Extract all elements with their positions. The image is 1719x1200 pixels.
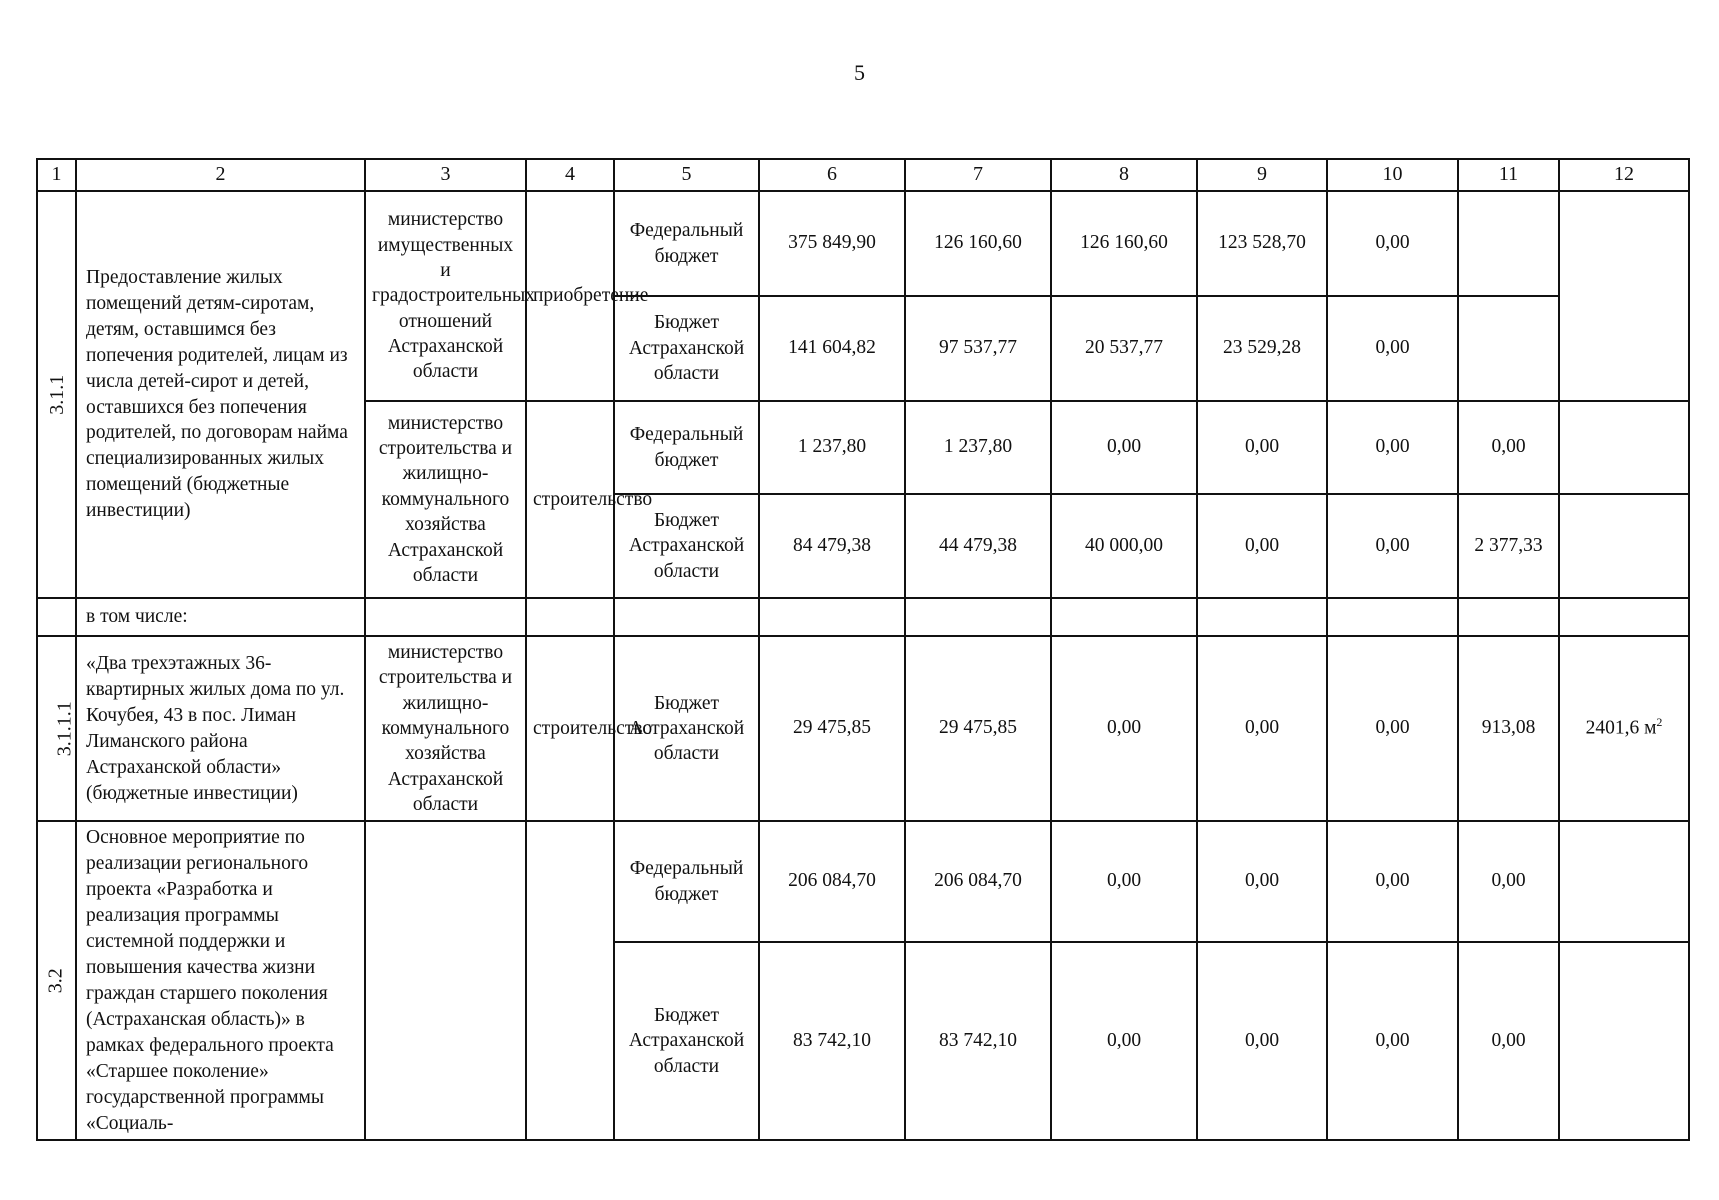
col-header-9: 9 (1197, 159, 1327, 191)
value-col11 (1458, 191, 1559, 296)
value-col9: 0,00 (1197, 401, 1327, 494)
value-col7: 97 537,77 (905, 296, 1051, 401)
source-regional: Бюджет Астраханской области (614, 494, 759, 598)
value-col11: 0,00 (1458, 401, 1559, 494)
executor-311-a: министерство имущественных и градостроительных отношений Астраханской области (365, 191, 526, 401)
value-col9: 0,00 (1197, 821, 1327, 941)
source-regional: Бюджет Астраханской области (614, 636, 759, 821)
value-col9: 0,00 (1197, 942, 1327, 1141)
value-col11: 0,00 (1458, 942, 1559, 1141)
value-col10: 0,00 (1327, 494, 1458, 598)
source-federal: Федеральный бюджет (614, 821, 759, 941)
value-col7: 206 084,70 (905, 821, 1051, 941)
source-federal: Федеральный бюджет (614, 191, 759, 296)
value-col9: 123 528,70 (1197, 191, 1327, 296)
kind-3111: строительство (526, 636, 614, 821)
value-col7: 1 237,80 (905, 401, 1051, 494)
value-col10: 0,00 (1327, 942, 1458, 1141)
value-col8: 0,00 (1051, 821, 1197, 941)
kind-311-a: приобретение (526, 191, 614, 401)
value-col6: 206 084,70 (759, 821, 905, 941)
source-regional: Бюджет Астраханской области (614, 296, 759, 401)
kind-311-b: строительство (526, 401, 614, 598)
value-col7: 44 479,38 (905, 494, 1051, 598)
value-col11: 2 377,33 (1458, 494, 1559, 598)
value-col12 (1559, 494, 1689, 598)
value-col9: 0,00 (1197, 636, 1327, 821)
executor-3111: министерство строительства и жилищно-коммунального хозяйства Астраханской области (365, 636, 526, 821)
col-header-11: 11 (1458, 159, 1559, 191)
value-col12 (1559, 191, 1689, 401)
row-number-3111: 3.1.1.1 (37, 636, 76, 821)
col-header-3: 3 (365, 159, 526, 191)
col-header-4: 4 (526, 159, 614, 191)
col-header-1: 1 (37, 159, 76, 191)
col-header-8: 8 (1051, 159, 1197, 191)
table-row-3111 (37, 636, 1689, 821)
col-header-2: 2 (76, 159, 365, 191)
row-number-311: 3.1.1 (37, 191, 76, 598)
value-col6: 83 742,10 (759, 942, 905, 1141)
kind-32 (526, 821, 614, 1140)
table-row-including (37, 598, 1689, 636)
value-col10: 0,00 (1327, 296, 1458, 401)
value-col12 (1559, 942, 1689, 1141)
value-col8: 40 000,00 (1051, 494, 1197, 598)
value-col11: 0,00 (1458, 821, 1559, 941)
value-col8: 0,00 (1051, 636, 1197, 821)
value-col6: 141 604,82 (759, 296, 905, 401)
value-col6: 29 475,85 (759, 636, 905, 821)
value-col10: 0,00 (1327, 821, 1458, 941)
value-col8: 126 160,60 (1051, 191, 1197, 296)
executor-32 (365, 821, 526, 1140)
including-label: в том числе: (76, 598, 365, 636)
col-header-6: 6 (759, 159, 905, 191)
value-col9: 23 529,28 (1197, 296, 1327, 401)
activity-name-32: Основное мероприятие по реализации регионального проекта «Разработка и реализация программы системной поддержки и повышения качества жизни граждан старшего поколения (Астраханская область)» в рамках федерального проекта «Старшее поколение» государственной программы «Социаль- (76, 821, 365, 1140)
value-col11 (1458, 296, 1559, 401)
col-header-10: 10 (1327, 159, 1458, 191)
value-col6: 84 479,38 (759, 494, 905, 598)
value-col6: 375 849,90 (759, 191, 905, 296)
value-col12 (1559, 821, 1689, 941)
value-col7: 83 742,10 (905, 942, 1051, 1141)
activity-name-311: Предоставление жилых помещений детям-сиротам, детям, оставшимся без попечения родителей, лицам из числа детей-сирот и детей, оставшихся без попечения родителей, по договорам найма специализированных жилых помещений (бюджетные инвестиции) (76, 191, 365, 598)
col-header-5: 5 (614, 159, 759, 191)
col-header-7: 7 (905, 159, 1051, 191)
value-col7: 126 160,60 (905, 191, 1051, 296)
col-header-12: 12 (1559, 159, 1689, 191)
source-federal: Федеральный бюджет (614, 401, 759, 494)
value-col9: 0,00 (1197, 494, 1327, 598)
executor-311-b: министерство строительства и жилищно-коммунального хозяйства Астраханской области (365, 401, 526, 598)
value-col12: 2401,6 $м^2$ (1559, 636, 1689, 821)
table-row-311-a-federal (37, 191, 1689, 296)
value-col10: 0,00 (1327, 191, 1458, 296)
value-col8: 0,00 (1051, 401, 1197, 494)
activity-name-3111: «Два трехэтажных 36-квартирных жилых дома по ул. Кочубея, 43 в пос. Лиман Лиманского района Астраханской области» (бюджетные инвестиции) (76, 636, 365, 821)
value-col12 (1559, 401, 1689, 494)
page-number: 5 (854, 60, 865, 85)
value-col8: 20 537,77 (1051, 296, 1197, 401)
value-col8: 0,00 (1051, 942, 1197, 1141)
column-header-row (37, 159, 1689, 191)
value-col10: 0,00 (1327, 401, 1458, 494)
value-col6: 1 237,80 (759, 401, 905, 494)
row-number-32: 3.2 (37, 821, 76, 1140)
budget-table (36, 158, 1690, 1141)
value-col10: 0,00 (1327, 636, 1458, 821)
table-row-32-federal (37, 821, 1689, 941)
source-regional: Бюджет Астраханской области (614, 942, 759, 1141)
value-col11: 913,08 (1458, 636, 1559, 821)
value-col7: 29 475,85 (905, 636, 1051, 821)
